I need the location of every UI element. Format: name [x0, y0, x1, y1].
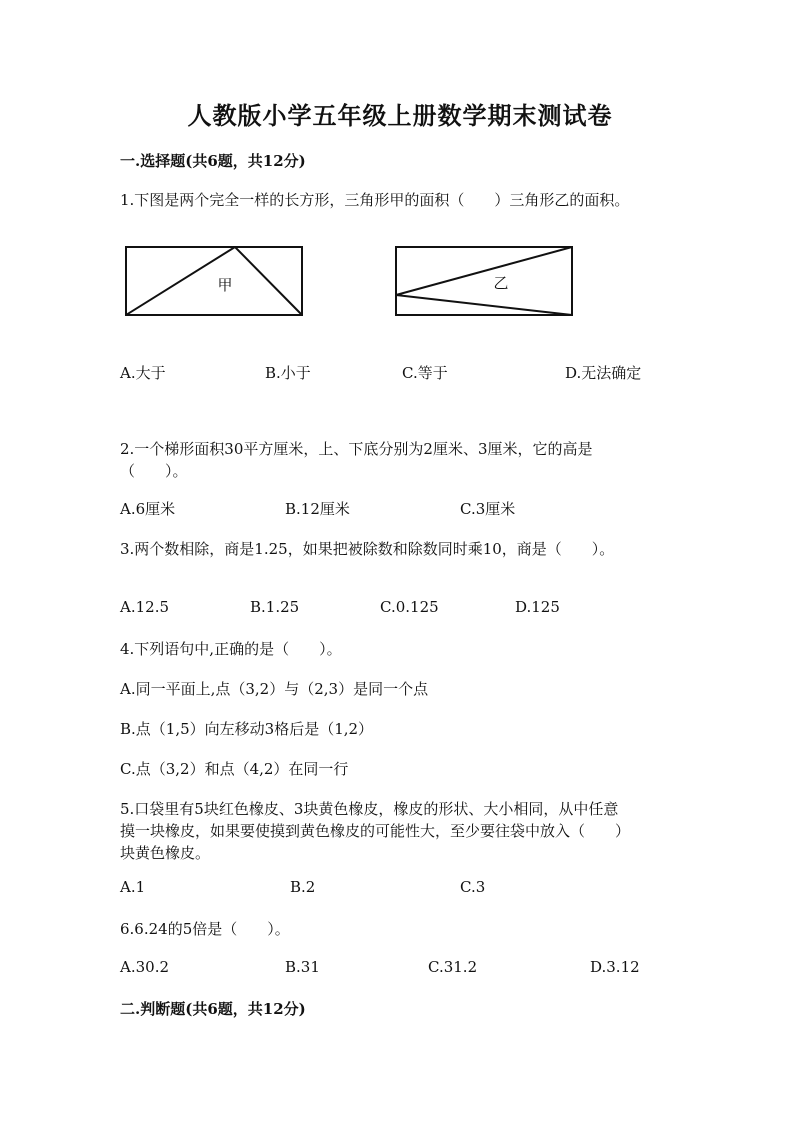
q6-option-a: A.30.2	[120, 958, 169, 976]
rectangle-figure-jia	[125, 246, 305, 318]
figure-label-jia: 甲	[217, 276, 233, 294]
q1-option-a: A.大于	[120, 364, 166, 382]
q6-option-d: D.3.12	[590, 958, 640, 976]
q1-option-b: B.小于	[265, 364, 311, 382]
q5-option-c: C.3	[460, 878, 486, 896]
question-1: 1.下图是两个完全一样的长方形，三角形甲的面积（ ）三角形乙的面积。	[120, 191, 630, 209]
q2-option-a: A.6厘米	[120, 500, 176, 518]
q2-option-b: B.12厘米	[285, 500, 350, 518]
q3-option-c: C.0.125	[380, 598, 439, 616]
section-heading-choice: 一.选择题(共6题，共12分)	[120, 152, 306, 170]
question-4: 4.下列语句中,正确的是（ ）。	[120, 640, 342, 658]
question-2-line-2: （ ）。	[120, 462, 188, 480]
q5-option-b: B.2	[290, 878, 316, 896]
q3-option-a: A.12.5	[120, 598, 169, 616]
page-title: 人教版小学五年级上册数学期末测试卷	[187, 101, 613, 130]
question-6: 6.6.24的5倍是（ ）。	[120, 920, 290, 938]
rectangle-figure-yi	[395, 246, 575, 318]
q2-option-c: C.3厘米	[460, 500, 516, 518]
section-heading-judgement: 二.判断题(共6题，共12分)	[120, 1000, 306, 1018]
q1-option-d: D.无法确定	[565, 364, 642, 382]
q4-option-a: A.同一平面上,点（3,2）与（2,3）是同一个点	[120, 680, 429, 698]
q3-option-d: D.125	[515, 598, 560, 616]
question-3: 3.两个数相除，商是1.25，如果把被除数和除数同时乘10，商是（ ）。	[120, 540, 615, 558]
question-2-line-1: 2.一个梯形面积30平方厘米，上、下底分别为2厘米、3厘米，它的高是	[120, 440, 593, 458]
q5-option-a: A.1	[120, 878, 146, 896]
q3-option-b: B.1.25	[250, 598, 300, 616]
q1-option-c: C.等于	[402, 364, 448, 382]
question-5-line-2: 摸一块橡皮，如果要使摸到黄色橡皮的可能性大，至少要往袋中放入（ ）	[120, 822, 631, 840]
question-5-line-3: 块黄色橡皮。	[120, 844, 211, 862]
q4-option-b: B.点（1,5）向左移动3格后是（1,2）	[120, 720, 374, 738]
figure-label-yi: 乙	[493, 274, 509, 292]
question-5-line-1: 5.口袋里有5块红色橡皮、3块黄色橡皮，橡皮的形状、大小相同，从中任意	[120, 800, 619, 818]
q4-option-c: C.点（3,2）和点（4,2）在同一行	[120, 760, 349, 778]
q6-option-b: B.31	[285, 958, 320, 976]
q6-option-c: C.31.2	[428, 958, 478, 976]
